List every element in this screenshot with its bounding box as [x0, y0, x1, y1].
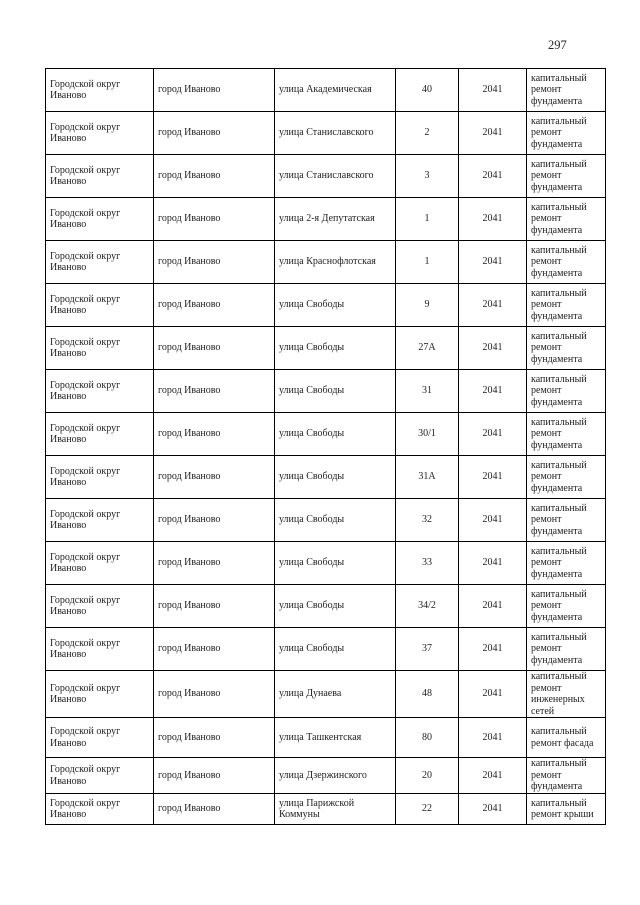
work-type-cell: капитальный ремонт фундамента [527, 628, 606, 671]
year-cell: 2041 [459, 198, 527, 241]
settlement-cell: город Иваново [154, 794, 275, 825]
year-cell: 2041 [459, 671, 527, 718]
district-cell: Городской округ Иваново [46, 241, 154, 284]
year-cell: 2041 [459, 499, 527, 542]
work-type-cell: капитальный ремонт фундамента [527, 370, 606, 413]
work-type-cell: капитальный ремонт фундамента [527, 155, 606, 198]
table-row [46, 628, 606, 671]
table-row [46, 198, 606, 241]
table-row [46, 456, 606, 499]
district-cell: Городской округ Иваново [46, 155, 154, 198]
street-cell: улица Краснофлотская [275, 241, 396, 284]
district-cell: Городской округ Иваново [46, 794, 154, 825]
table-row [46, 413, 606, 456]
work-type-cell: капитальный ремонт инженерных сетей [527, 671, 606, 718]
page-number: 297 [548, 38, 567, 52]
table-row [46, 758, 606, 794]
house-number-cell: 20 [396, 758, 459, 794]
table-row [46, 284, 606, 327]
table-row [46, 241, 606, 284]
table-row [46, 112, 606, 155]
work-type-cell: капитальный ремонт фундамента [527, 284, 606, 327]
year-cell: 2041 [459, 284, 527, 327]
district-cell: Городской округ Иваново [46, 718, 154, 758]
table-row [46, 671, 606, 718]
district-cell: Городской округ Иваново [46, 628, 154, 671]
year-cell: 2041 [459, 69, 527, 112]
street-cell: улица 2-я Депутатская [275, 198, 396, 241]
house-number-cell: 40 [396, 69, 459, 112]
settlement-cell: город Иваново [154, 327, 275, 370]
street-cell: улица Свободы [275, 585, 396, 628]
year-cell: 2041 [459, 718, 527, 758]
district-cell: Городской округ Иваново [46, 758, 154, 794]
district-cell: Городской округ Иваново [46, 542, 154, 585]
district-cell: Городской округ Иваново [46, 69, 154, 112]
house-number-cell: 37 [396, 628, 459, 671]
work-type-cell: капитальный ремонт фундамента [527, 198, 606, 241]
work-type-cell: капитальный ремонт фундамента [527, 585, 606, 628]
work-type-cell: капитальный ремонт фасада [527, 718, 606, 758]
work-type-cell: капитальный ремонт фундамента [527, 69, 606, 112]
house-number-cell: 31 [396, 370, 459, 413]
table-row [46, 718, 606, 758]
work-type-cell: капитальный ремонт фундамента [527, 112, 606, 155]
table-row [46, 69, 606, 112]
year-cell: 2041 [459, 794, 527, 825]
house-number-cell: 9 [396, 284, 459, 327]
street-cell: улица Свободы [275, 284, 396, 327]
settlement-cell: город Иваново [154, 155, 275, 198]
table-row [46, 370, 606, 413]
street-cell: улица Ташкентская [275, 718, 396, 758]
street-cell: улица Парижской Коммуны [275, 794, 396, 825]
house-number-cell: 34/2 [396, 585, 459, 628]
street-cell: улица Дунаева [275, 671, 396, 718]
table-row [46, 499, 606, 542]
year-cell: 2041 [459, 456, 527, 499]
year-cell: 2041 [459, 628, 527, 671]
table-row [46, 794, 606, 825]
settlement-cell: город Иваново [154, 370, 275, 413]
house-number-cell: 22 [396, 794, 459, 825]
year-cell: 2041 [459, 542, 527, 585]
work-type-cell: капитальный ремонт фундамента [527, 413, 606, 456]
street-cell: улица Свободы [275, 413, 396, 456]
settlement-cell: город Иваново [154, 628, 275, 671]
settlement-cell: город Иваново [154, 112, 275, 155]
street-cell: улица Свободы [275, 628, 396, 671]
district-cell: Городской округ Иваново [46, 413, 154, 456]
settlement-cell: город Иваново [154, 718, 275, 758]
street-cell: улица Станиславского [275, 155, 396, 198]
house-number-cell: 1 [396, 198, 459, 241]
year-cell: 2041 [459, 327, 527, 370]
work-type-cell: капитальный ремонт фундамента [527, 758, 606, 794]
house-number-cell: 31А [396, 456, 459, 499]
work-type-cell: капитальный ремонт фундамента [527, 456, 606, 499]
district-cell: Городской округ Иваново [46, 284, 154, 327]
street-cell: улица Свободы [275, 370, 396, 413]
settlement-cell: город Иваново [154, 542, 275, 585]
street-cell: улица Дзержинского [275, 758, 396, 794]
house-number-cell: 2 [396, 112, 459, 155]
district-cell: Городской округ Иваново [46, 499, 154, 542]
house-number-cell: 32 [396, 499, 459, 542]
house-number-cell: 48 [396, 671, 459, 718]
table-row [46, 585, 606, 628]
district-cell: Городской округ Иваново [46, 585, 154, 628]
district-cell: Городской округ Иваново [46, 327, 154, 370]
year-cell: 2041 [459, 241, 527, 284]
street-cell: улица Свободы [275, 499, 396, 542]
street-cell: улица Свободы [275, 456, 396, 499]
work-type-cell: капитальный ремонт фундамента [527, 327, 606, 370]
house-number-cell: 33 [396, 542, 459, 585]
district-cell: Городской округ Иваново [46, 456, 154, 499]
house-number-cell: 80 [396, 718, 459, 758]
work-type-cell: капитальный ремонт крыши [527, 794, 606, 825]
table-row [46, 155, 606, 198]
table-row [46, 327, 606, 370]
district-cell: Городской округ Иваново [46, 198, 154, 241]
year-cell: 2041 [459, 112, 527, 155]
work-type-cell: капитальный ремонт фундамента [527, 241, 606, 284]
settlement-cell: город Иваново [154, 284, 275, 327]
settlement-cell: город Иваново [154, 69, 275, 112]
street-cell: улица Свободы [275, 542, 396, 585]
table-body [46, 69, 606, 825]
street-cell: улица Станиславского [275, 112, 396, 155]
house-number-cell: 27А [396, 327, 459, 370]
district-cell: Городской округ Иваново [46, 671, 154, 718]
work-type-cell: капитальный ремонт фундамента [527, 542, 606, 585]
year-cell: 2041 [459, 155, 527, 198]
settlement-cell: город Иваново [154, 456, 275, 499]
settlement-cell: город Иваново [154, 198, 275, 241]
district-cell: Городской округ Иваново [46, 112, 154, 155]
year-cell: 2041 [459, 585, 527, 628]
settlement-cell: город Иваново [154, 413, 275, 456]
street-cell: улица Свободы [275, 327, 396, 370]
settlement-cell: город Иваново [154, 499, 275, 542]
house-number-cell: 3 [396, 155, 459, 198]
year-cell: 2041 [459, 758, 527, 794]
year-cell: 2041 [459, 413, 527, 456]
settlement-cell: город Иваново [154, 671, 275, 718]
year-cell: 2041 [459, 370, 527, 413]
table-row [46, 542, 606, 585]
settlement-cell: город Иваново [154, 758, 275, 794]
district-cell: Городской округ Иваново [46, 370, 154, 413]
settlement-cell: город Иваново [154, 241, 275, 284]
house-number-cell: 30/1 [396, 413, 459, 456]
settlement-cell: город Иваново [154, 585, 275, 628]
repair-schedule-table [45, 68, 606, 825]
house-number-cell: 1 [396, 241, 459, 284]
work-type-cell: капитальный ремонт фундамента [527, 499, 606, 542]
street-cell: улица Академическая [275, 69, 396, 112]
